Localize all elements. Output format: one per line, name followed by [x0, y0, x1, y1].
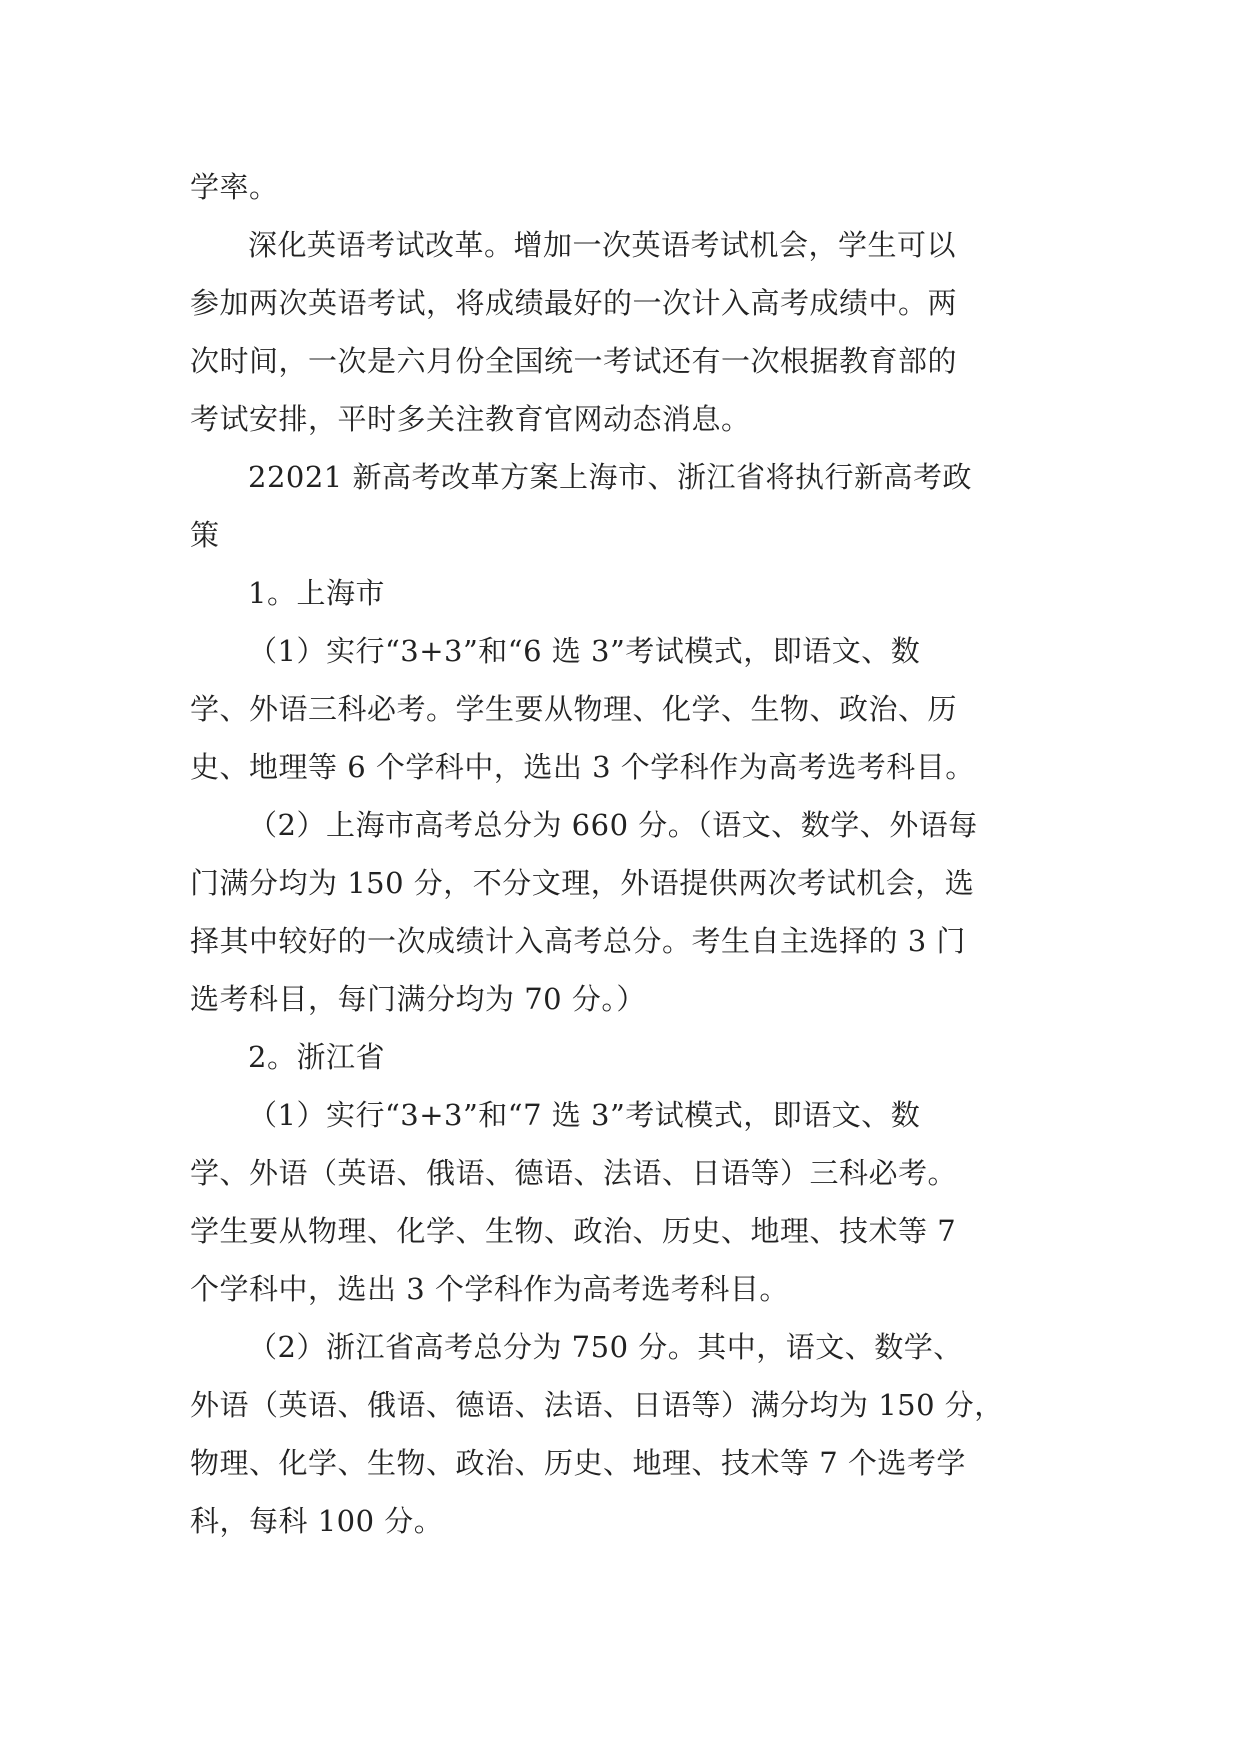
text-line: 学率。 [190, 170, 279, 204]
text-line: （1）实行“3+3”和“6 选 3”考试模式，即语文、数 [248, 634, 921, 668]
text-line: 外语（英语、俄语、德语、法语、日语等）满分均为 150 分， [190, 1388, 1004, 1422]
text-line: 个学科中，选出 3 个学科作为高考选考科目。 [190, 1272, 789, 1306]
text-line: 深化英语考试改革。增加一次英语考试机会，学生可以 [248, 228, 957, 262]
text-line: 门满分均为 150 分，不分文理，外语提供两次考试机会，选 [190, 866, 975, 900]
text-line: 22021 新高考改革方案上海市、浙江省将执行新高考政 [248, 460, 972, 494]
text-line: 学、外语三科必考。学生要从物理、化学、生物、政治、历 [190, 692, 958, 726]
text-line: 学生要从物理、化学、生物、政治、历史、地理、技术等 7 [190, 1214, 957, 1248]
text-line: （1）实行“3+3”和“7 选 3”考试模式，即语文、数 [248, 1098, 921, 1132]
text-line: 史、地理等 6 个学科中，选出 3 个学科作为高考选考科目。 [190, 750, 975, 784]
section-heading: 1。上海市 [248, 576, 385, 610]
text-line: （2）上海市高考总分为 660 分。（语文、数学、外语每 [248, 808, 978, 842]
text-line: 策 [190, 518, 220, 552]
text-line: 参加两次英语考试，将成绩最好的一次计入高考成绩中。两 [190, 286, 958, 320]
text-line: 学、外语（英语、俄语、德语、法语、日语等）三科必考。 [190, 1156, 958, 1190]
text-line: （2）浙江省高考总分为 750 分。其中，语文、数学、 [248, 1330, 963, 1364]
section-heading: 2。浙江省 [248, 1040, 385, 1074]
text-line: 择其中较好的一次成绩计入高考总分。考生自主选择的 3 门 [190, 924, 966, 958]
text-line: 考试安排，平时多关注教育官网动态消息。 [190, 402, 751, 436]
text-line: 次时间，一次是六月份全国统一考试还有一次根据教育部的 [190, 344, 958, 378]
text-line: 科，每科 100 分。 [190, 1504, 444, 1538]
text-line: 选考科目，每门满分均为 70 分。） [190, 982, 646, 1016]
document-body [190, 158, 1060, 1550]
text-line: 物理、化学、生物、政治、历史、地理、技术等 7 个选考学 [190, 1446, 966, 1480]
